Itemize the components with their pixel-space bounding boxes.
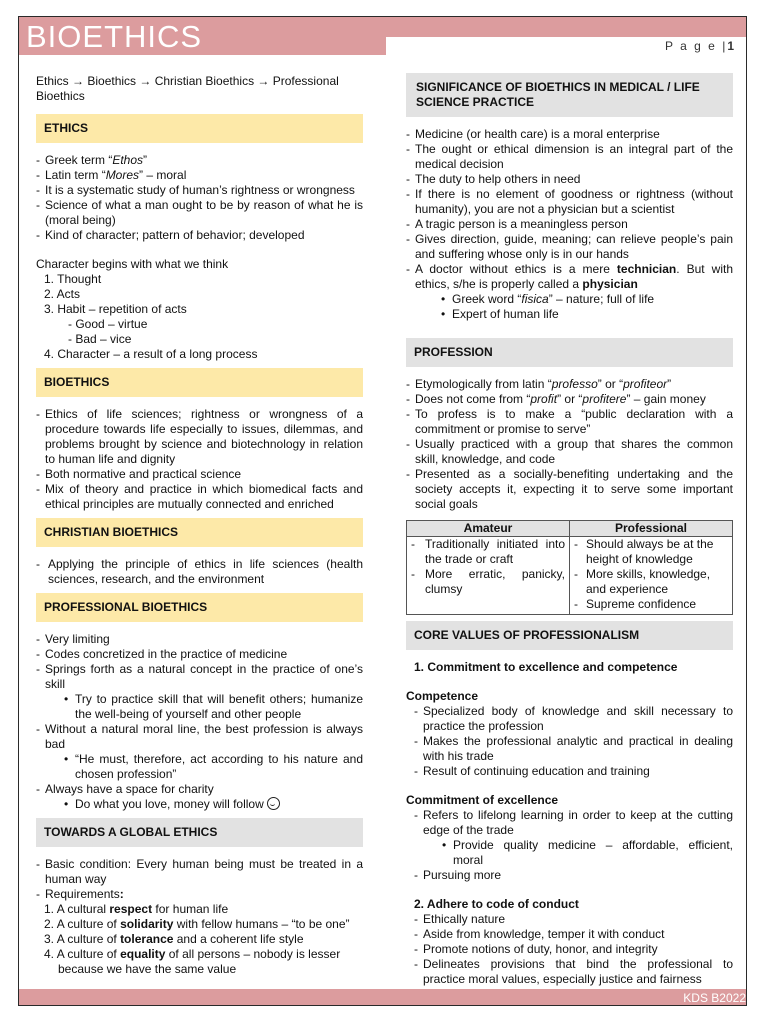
professional-list-cont bbox=[36, 722, 363, 752]
list-item: - To profess is to make a “public declaration with a commitment or promise to serve” bbox=[406, 407, 733, 437]
list-item: - Kind of character; pattern of behavior; developed bbox=[36, 228, 363, 243]
list-item: - Without a natural moral line, the best profession is always bad bbox=[36, 722, 363, 752]
table-header-professional: Professional bbox=[570, 521, 733, 537]
list-item: - A tragic person is a meaningless person bbox=[406, 217, 733, 232]
bullet-item: • Greek word “fisica” – nature; full of life bbox=[441, 292, 733, 307]
list-item: - Aside from knowledge, temper it with conduct bbox=[414, 927, 733, 942]
ethics-heading: ETHICS bbox=[36, 114, 363, 143]
list-item: - Science of what a man ought to be by reason of what he is (moral being) bbox=[36, 198, 363, 228]
list-item: - Basic condition: Every human being must be treated in a human way bbox=[36, 857, 363, 887]
right-column bbox=[406, 70, 733, 987]
ethics-list bbox=[36, 153, 363, 243]
requirement-item: 4. A culture of equality of all persons – nobody is lesser because we have the same value bbox=[44, 947, 341, 976]
competence-title: Competence bbox=[406, 689, 479, 703]
christian-list bbox=[36, 557, 363, 587]
list-item: - Latin term “Mores” – moral bbox=[36, 168, 363, 183]
excellence-bullets bbox=[406, 838, 733, 868]
amateur-cell bbox=[407, 537, 570, 615]
character-intro: Character begins with what we think bbox=[36, 257, 229, 271]
character-steps bbox=[36, 272, 363, 362]
list-item: - Does not come from “profit” or “profitere” – gain money bbox=[406, 392, 733, 407]
list-item: - Springs forth as a natural concept in the practice of one’s skill bbox=[36, 662, 363, 692]
excellence-list-cont bbox=[406, 868, 733, 883]
list-item: - Requirements: bbox=[36, 887, 363, 902]
list-item: - The duty to help others in need bbox=[406, 172, 733, 187]
step-item: 4. Character – a result of a long process bbox=[44, 347, 258, 361]
professional-bioethics-heading: PROFESSIONAL BIOETHICS bbox=[36, 593, 363, 622]
list-item: - Pursuing more bbox=[414, 868, 733, 883]
list-item: - Gives direction, guide, meaning; can relieve people’s pain and suffering whose only is in our hands bbox=[406, 232, 733, 262]
list-item: - Result of continuing education and training bbox=[414, 764, 733, 779]
list-item: - Promote notions of duty, honor, and integrity bbox=[414, 942, 733, 957]
significance-heading: SIGNIFICANCE OF BIOETHICS IN MEDICAL / LIFE SCIENCE PRACTICE bbox=[406, 73, 733, 117]
professional-list bbox=[36, 632, 363, 692]
list-item: - Etymologically from latin “professo” or “profiteor” bbox=[406, 377, 733, 392]
core-point-1: 1. Commitment to excellence and competence bbox=[414, 660, 678, 674]
list-item: - Refers to lifelong learning in order to keep at the cutting edge of the trade bbox=[414, 808, 733, 838]
profession-heading: PROFESSION bbox=[406, 338, 733, 367]
table-header-amateur: Amateur bbox=[407, 521, 570, 537]
conduct-list bbox=[406, 912, 733, 987]
page-title: BIOETHICS bbox=[26, 19, 203, 54]
sub-item: - Good – virtue bbox=[68, 317, 148, 331]
list-item: - Ethics of life sciences; rightness or wrongness of a procedure towards life especially to issues, dilemmas, and problems brought by science and biotechnology in relation to human life and dignity bbox=[36, 407, 363, 467]
significance-list bbox=[406, 127, 733, 292]
global-requirements bbox=[36, 902, 363, 977]
amateur-vs-professional-table bbox=[406, 520, 733, 615]
list-item: - It is a systematic study of human’s rightness or wrongness bbox=[36, 183, 363, 198]
footer-band bbox=[19, 989, 746, 1005]
step-item: 1. Thought bbox=[44, 272, 102, 286]
bioethics-heading: BIOETHICS bbox=[36, 368, 363, 397]
core-point-2: 2. Adhere to code of conduct bbox=[414, 897, 579, 911]
excellence-title: Commitment of excellence bbox=[406, 793, 559, 807]
professional-list-cont2 bbox=[36, 782, 363, 797]
global-ethics-heading: TOWARDS A GLOBAL ETHICS bbox=[36, 818, 363, 847]
smiley-face-icon bbox=[267, 797, 280, 810]
list-item: - Both normative and practical science bbox=[36, 467, 363, 482]
list-item: - A doctor without ethics is a mere technician. But with ethics, s/he is properly called a physician bbox=[406, 262, 733, 292]
list-item: - Mix of theory and practice in which biomedical facts and ethical principles are mutually connected and enriched bbox=[36, 482, 363, 512]
professional-cell bbox=[570, 537, 733, 615]
step-item: 2. Acts bbox=[44, 287, 81, 301]
list-item: - More erratic, panicky, clumsy bbox=[411, 567, 565, 597]
skill-bullets bbox=[36, 692, 363, 722]
bullet-item: • Provide quality medicine – affordable, efficient, moral bbox=[442, 838, 733, 868]
profession-list bbox=[406, 377, 733, 512]
list-item: - Usually practiced with a group that shares the common skill, knowledge, and code bbox=[406, 437, 733, 467]
list-item: - Delineates provisions that bind the professional to practice moral values, especially justice and fairness bbox=[414, 957, 733, 987]
requirement-item: 1. A cultural respect for human life bbox=[44, 902, 229, 916]
intro-chain: Ethics → Bioethics → Christian Bioethics → Professional Bioethics bbox=[36, 74, 339, 103]
step-item: 3. Habit – repetition of acts bbox=[44, 302, 187, 316]
left-column bbox=[36, 70, 363, 977]
bioethics-list bbox=[36, 407, 363, 512]
bullet-item: • Do what you love, money will follow bbox=[64, 797, 363, 812]
list-item: - Medicine (or health care) is a moral enterprise bbox=[406, 127, 733, 142]
list-item: - Applying the principle of ethics in life sciences (health sciences, research, and the environment bbox=[36, 557, 363, 587]
excellence-list bbox=[406, 808, 733, 838]
list-item: - The ought or ethical dimension is an integral part of the medical decision bbox=[406, 142, 733, 172]
list-item: - Ethically nature bbox=[414, 912, 733, 927]
list-item: - Makes the professional analytic and practical in dealing with his trade bbox=[414, 734, 733, 764]
list-item: - Presented as a socially-benefiting undertaking and the society accepts it, expecting it to serve some important social goals bbox=[406, 467, 733, 512]
sub-item: - Bad – vice bbox=[68, 332, 132, 346]
core-values-heading: CORE VALUES OF PROFESSIONALISM bbox=[406, 621, 733, 650]
list-item: - Always have a space for charity bbox=[36, 782, 363, 797]
bullet-item: • Try to practice skill that will benefit others; humanize the well-being of yourself and other people bbox=[64, 692, 363, 722]
list-item: - Specialized body of knowledge and skill necessary to practice the profession bbox=[414, 704, 733, 734]
list-item: - If there is no element of goodness or rightness (without humanity), you are not a physician but a scientist bbox=[406, 187, 733, 217]
christian-bioethics-heading: CHRISTIAN BIOETHICS bbox=[36, 518, 363, 547]
list-item: - Very limiting bbox=[36, 632, 363, 647]
page-number: P a g e |1 bbox=[665, 39, 734, 53]
list-item: - More skills, knowledge, and experience bbox=[574, 567, 728, 597]
list-item: - Codes concretized in the practice of medicine bbox=[36, 647, 363, 662]
list-item: - Should always be at the height of knowledge bbox=[574, 537, 728, 567]
moral-bullets bbox=[36, 752, 363, 782]
bullet-item: • “He must, therefore, act according to his nature and chosen profession” bbox=[64, 752, 363, 782]
footer-text: KDS B2022 bbox=[683, 991, 746, 1005]
bullet-item: • Expert of human life bbox=[441, 307, 733, 322]
physician-bullets bbox=[406, 292, 733, 322]
list-item: - Traditionally initiated into the trade or craft bbox=[411, 537, 565, 567]
charity-bullets bbox=[36, 797, 363, 812]
global-list bbox=[36, 857, 363, 902]
requirement-item: 3. A culture of tolerance and a coherent life style bbox=[44, 932, 304, 946]
requirement-item: 2. A culture of solidarity with fellow humans – “to be one” bbox=[44, 917, 350, 931]
list-item: - Supreme confidence bbox=[574, 597, 728, 612]
competence-list bbox=[406, 704, 733, 779]
list-item: - Greek term “Ethos” bbox=[36, 153, 363, 168]
